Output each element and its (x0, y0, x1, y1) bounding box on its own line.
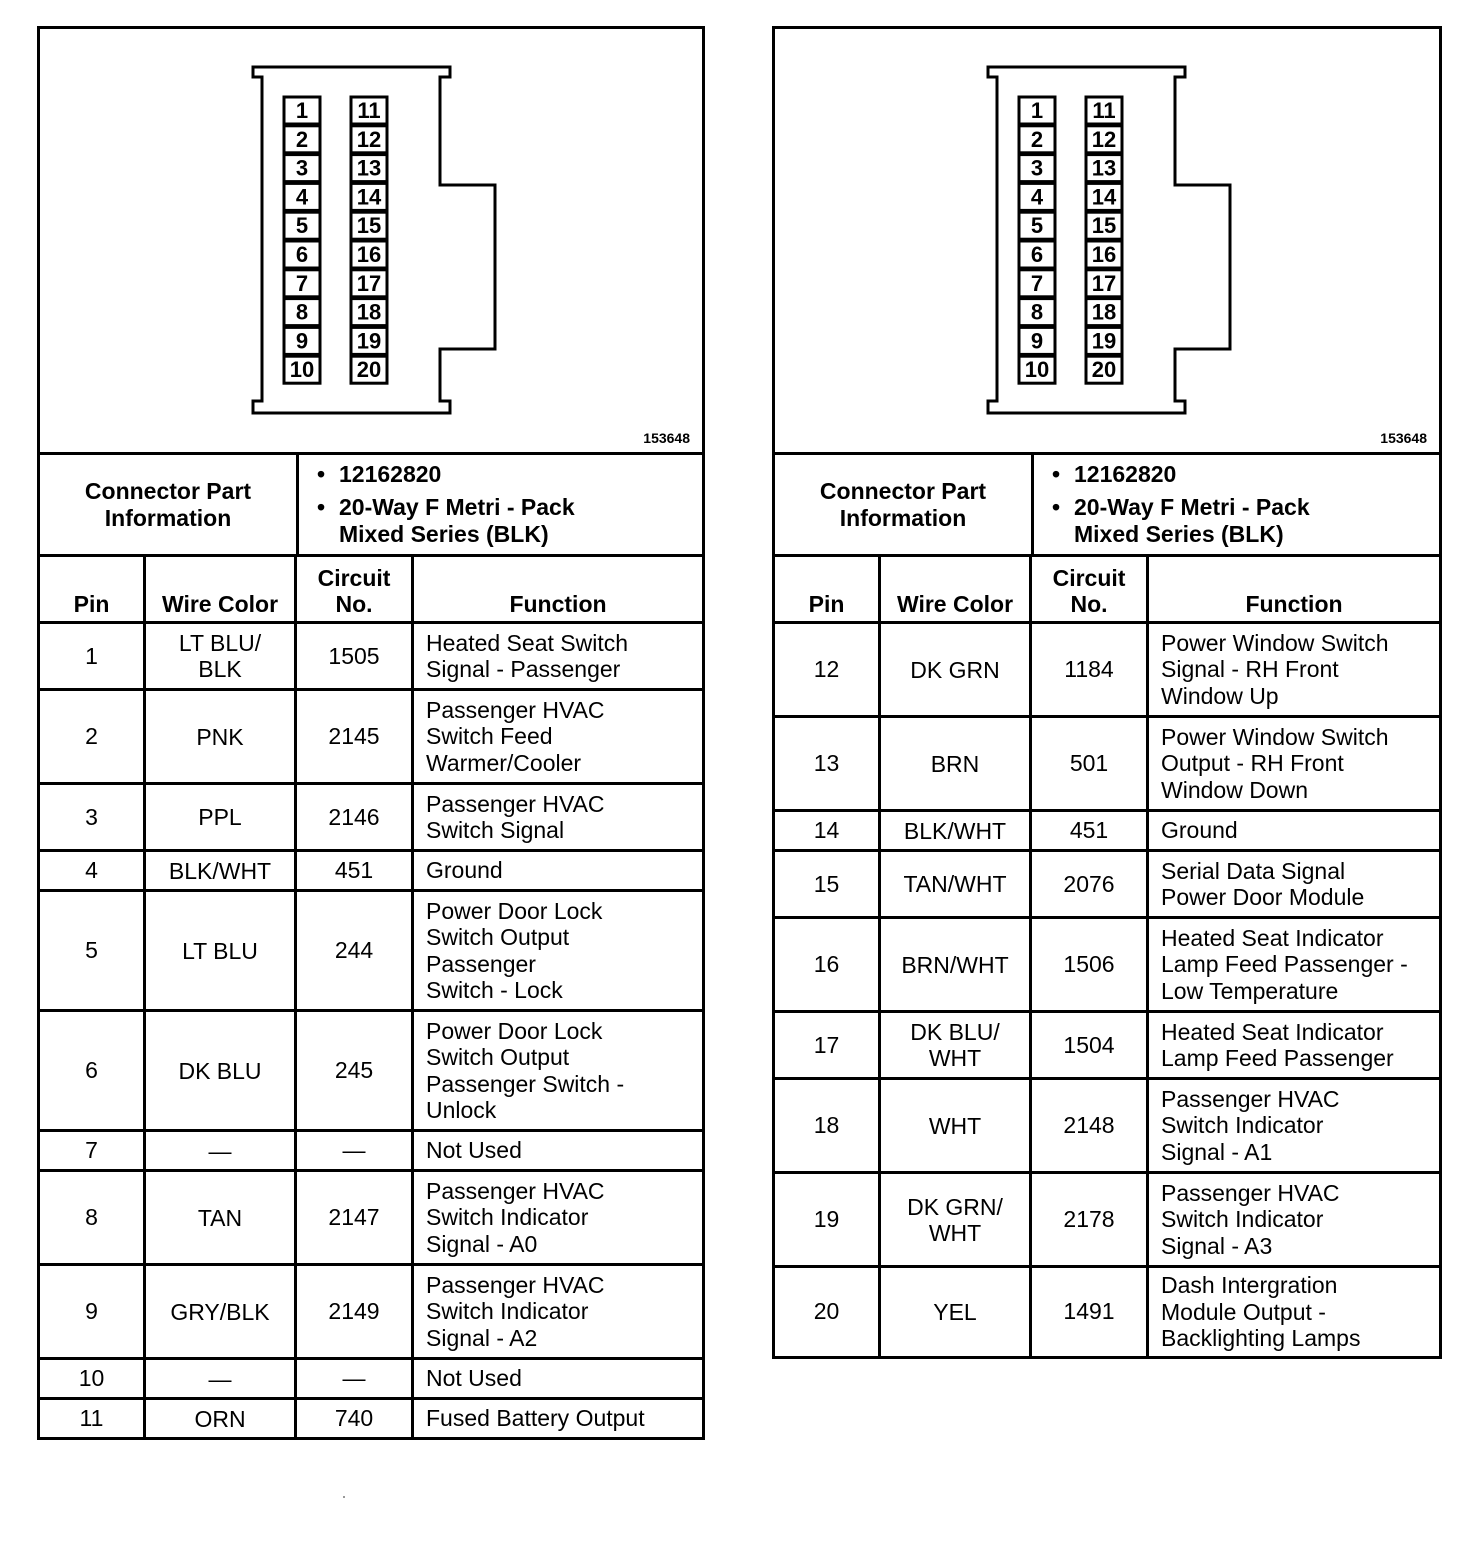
pin-number: 13 (1091, 155, 1117, 181)
function-cell: Passenger HVAC Switch Feed Warmer/Cooler (413, 690, 704, 784)
pin-number: 12 (356, 126, 382, 152)
pin-number: 6 (295, 242, 309, 267)
table-row (774, 1079, 1441, 1173)
function-cell: Power Door Lock Switch Output Passenger Switch - Lock (413, 891, 704, 1011)
table-row (39, 1171, 704, 1265)
pin-number: 5 (295, 213, 309, 239)
wire-color-cell: — (145, 1131, 296, 1171)
pin-number: 15 (356, 213, 382, 239)
table-row (774, 851, 1441, 918)
connector-face-drawing (775, 29, 1445, 455)
pin-number: 19 (1091, 328, 1117, 354)
circuit-cell: 2148 (1031, 1079, 1148, 1173)
pin-number: 7 (295, 270, 309, 296)
wire-color-cell: PPL (145, 784, 296, 851)
table-row (39, 784, 704, 851)
pin-number: 9 (295, 328, 309, 354)
pin-cell: 16 (774, 918, 880, 1012)
wire-color-cell: BRN/WHT (880, 918, 1031, 1012)
table-row (39, 690, 704, 784)
function-cell: Passenger HVAC Switch Signal (413, 784, 704, 851)
pin-number: 4 (295, 184, 309, 210)
pin-cell: 8 (39, 1171, 145, 1265)
pin-cell: 4 (39, 851, 145, 891)
pin-number: 8 (1030, 299, 1044, 325)
connector-part-info-table (37, 452, 705, 557)
pin-cell: 14 (774, 811, 880, 851)
pin-number: 11 (1092, 98, 1116, 123)
wire-color-cell: DK BLU/ WHT (880, 1012, 1031, 1079)
pin-number: 14 (356, 184, 382, 210)
pin-number: 5 (1030, 213, 1044, 239)
pin-number: 18 (356, 299, 382, 325)
pin-cell: 3 (39, 784, 145, 851)
circuit-cell: 451 (1031, 811, 1148, 851)
header-pin: Pin (39, 556, 145, 623)
circuit-cell: 1506 (1031, 918, 1148, 1012)
table-row (774, 918, 1441, 1012)
header-function: Function (413, 556, 704, 623)
pin-cell: 11 (39, 1399, 145, 1439)
pin-number: 18 (1091, 299, 1117, 325)
pin-number: 20 (356, 357, 382, 383)
pin-cell: 19 (774, 1173, 880, 1267)
wire-color-cell: WHT (880, 1079, 1031, 1173)
pin-number: 16 (1091, 242, 1117, 267)
pin-cell: 1 (39, 623, 145, 690)
pin-function-table (772, 554, 1442, 1359)
wire-color-cell: LT BLU (145, 891, 296, 1011)
pin-number: 16 (356, 242, 382, 267)
part-description: 20-Way F Metri - Pack Mixed Series (BLK) (339, 494, 575, 547)
table-row (774, 623, 1441, 717)
function-cell: Heated Seat Switch Signal - Passenger (413, 623, 704, 690)
pin-cell: 12 (774, 623, 880, 717)
function-cell: Passenger HVAC Switch Indicator Signal - A2 (413, 1265, 704, 1359)
right-connector-panel (772, 26, 1442, 1359)
table-row (39, 1011, 704, 1131)
pin-number: 8 (295, 299, 309, 325)
wire-color-cell: BLK/WHT (880, 811, 1031, 851)
pin-cell: 9 (39, 1265, 145, 1359)
pin-number: 6 (1030, 242, 1044, 267)
connector-part-info-values: • 12162820 • 20-Way F Metri - Pack Mixed Series (BLK) (298, 454, 704, 556)
pin-number: 14 (1091, 184, 1117, 210)
function-cell: Dash Intergration Module Output - Backlighting Lamps (1148, 1267, 1441, 1358)
function-cell: Power Door Lock Switch Output Passenger Switch - Unlock (413, 1011, 704, 1131)
function-cell: Ground (413, 851, 704, 891)
pin-function-table (37, 554, 705, 1440)
circuit-cell: 245 (296, 1011, 413, 1131)
wire-color-cell: BLK/WHT (145, 851, 296, 891)
table-row (774, 811, 1441, 851)
circuit-cell: 1505 (296, 623, 413, 690)
function-cell: Serial Data Signal Power Door Module (1148, 851, 1441, 918)
pin-number: 1 (1030, 98, 1044, 123)
function-cell: Power Window Switch Output - RH Front Window Down (1148, 717, 1441, 811)
header-wire-color: Wire Color (880, 556, 1031, 623)
function-cell: Not Used (413, 1131, 704, 1171)
function-cell: Fused Battery Output (413, 1399, 704, 1439)
header-function: Function (1148, 556, 1441, 623)
function-cell: Passenger HVAC Switch Indicator Signal - A1 (1148, 1079, 1441, 1173)
connector-part-info-table (772, 452, 1442, 557)
circuit-cell: 1184 (1031, 623, 1148, 717)
circuit-cell: 2076 (1031, 851, 1148, 918)
circuit-cell: 451 (296, 851, 413, 891)
scan-speck (343, 1496, 345, 1498)
wire-color-cell: TAN (145, 1171, 296, 1265)
table-row (39, 1359, 704, 1399)
pin-number: 12 (1091, 126, 1117, 152)
circuit-cell: 2178 (1031, 1173, 1148, 1267)
pin-number: 13 (356, 155, 382, 181)
pin-number: 10 (289, 357, 315, 383)
pin-cell: 17 (774, 1012, 880, 1079)
pin-number: 15 (1091, 213, 1117, 239)
connector-part-info-label: Connector Part Information (39, 454, 298, 556)
table-row (39, 891, 704, 1011)
header-pin: Pin (774, 556, 880, 623)
pin-cell: 6 (39, 1011, 145, 1131)
circuit-cell: 244 (296, 891, 413, 1011)
wire-color-cell: BRN (880, 717, 1031, 811)
wire-color-cell: DK GRN (880, 623, 1031, 717)
pin-cell: 20 (774, 1267, 880, 1358)
pin-cell: 10 (39, 1359, 145, 1399)
pin-number: 9 (1030, 328, 1044, 354)
wire-color-cell: DK GRN/ WHT (880, 1173, 1031, 1267)
connector-part-info-label: Connector Part Information (774, 454, 1033, 556)
wire-color-cell: DK BLU (145, 1011, 296, 1131)
pin-number: 10 (1024, 357, 1050, 383)
circuit-cell: 2149 (296, 1265, 413, 1359)
circuit-cell: — (296, 1131, 413, 1171)
circuit-cell: — (296, 1359, 413, 1399)
wire-color-cell: LT BLU/ BLK (145, 623, 296, 690)
function-cell: Heated Seat Indicator Lamp Feed Passenger - Low Temperature (1148, 918, 1441, 1012)
pin-number: 4 (1030, 184, 1044, 210)
function-cell: Passenger HVAC Switch Indicator Signal - A0 (413, 1171, 704, 1265)
pin-number: 3 (1030, 155, 1044, 181)
pin-number: 1 (295, 98, 309, 123)
pin-cell: 2 (39, 690, 145, 784)
connector-face-drawing (40, 29, 708, 455)
circuit-cell: 2147 (296, 1171, 413, 1265)
figure-number: 153648 (643, 430, 690, 446)
header-wire-color: Wire Color (145, 556, 296, 623)
wire-color-cell: TAN/WHT (880, 851, 1031, 918)
table-row (774, 717, 1441, 811)
pin-cell: 13 (774, 717, 880, 811)
table-row (39, 1131, 704, 1171)
pin-cell: 18 (774, 1079, 880, 1173)
table-row (774, 1267, 1441, 1358)
part-description: 20-Way F Metri - Pack Mixed Series (BLK) (1074, 494, 1310, 547)
pin-cell: 7 (39, 1131, 145, 1171)
pin-cell: 15 (774, 851, 880, 918)
header-circuit-no: Circuit No. (296, 556, 413, 623)
table-row (774, 1173, 1441, 1267)
circuit-cell: 501 (1031, 717, 1148, 811)
pin-number: 11 (357, 98, 381, 123)
table-row (39, 1399, 704, 1439)
connector-diagram (772, 26, 1442, 452)
pin-number: 19 (356, 328, 382, 354)
pin-cell: 5 (39, 891, 145, 1011)
wire-color-cell: ORN (145, 1399, 296, 1439)
left-connector-panel (37, 26, 705, 1440)
function-cell: Heated Seat Indicator Lamp Feed Passenger (1148, 1012, 1441, 1079)
table-row (39, 851, 704, 891)
circuit-cell: 740 (296, 1399, 413, 1439)
figure-number: 153648 (1380, 430, 1427, 446)
table-row (39, 623, 704, 690)
circuit-cell: 2146 (296, 784, 413, 851)
circuit-cell: 2145 (296, 690, 413, 784)
function-cell: Ground (1148, 811, 1441, 851)
table-row (774, 1012, 1441, 1079)
function-cell: Passenger HVAC Switch Indicator Signal - A3 (1148, 1173, 1441, 1267)
pin-number: 2 (1030, 126, 1044, 152)
connector-part-info-values: • 12162820 • 20-Way F Metri - Pack Mixed Series (BLK) (1033, 454, 1441, 556)
part-number: 12162820 (1074, 461, 1177, 487)
circuit-cell: 1491 (1031, 1267, 1148, 1358)
connector-diagram (37, 26, 705, 452)
pin-number: 3 (295, 155, 309, 181)
pin-number: 2 (295, 126, 309, 152)
part-number: 12162820 (339, 461, 442, 487)
pin-number: 20 (1091, 357, 1117, 383)
function-cell: Not Used (413, 1359, 704, 1399)
function-cell: Power Window Switch Signal - RH Front Window Up (1148, 623, 1441, 717)
pin-number: 7 (1030, 270, 1044, 296)
pin-number: 17 (1091, 270, 1117, 296)
pin-number: 17 (356, 270, 382, 296)
header-circuit-no: Circuit No. (1031, 556, 1148, 623)
wire-color-cell: GRY/BLK (145, 1265, 296, 1359)
wire-color-cell: — (145, 1359, 296, 1399)
table-row (39, 1265, 704, 1359)
wire-color-cell: YEL (880, 1267, 1031, 1358)
wire-color-cell: PNK (145, 690, 296, 784)
circuit-cell: 1504 (1031, 1012, 1148, 1079)
